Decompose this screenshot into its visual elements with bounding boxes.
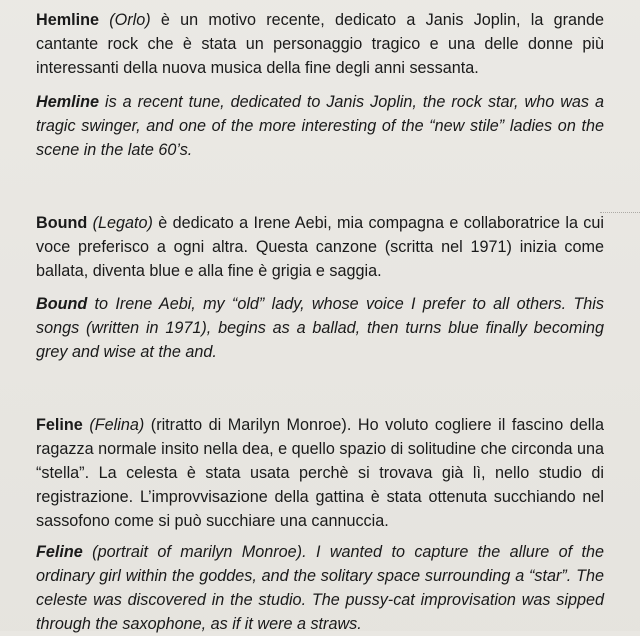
hemline-english-body: is a recent tune, dedicated to Janis Joplin, the rock star, who was a tragic swinger, and one of the more interesting of the “new stile” ladies on the scene in the late 60’s.: [36, 93, 604, 159]
bound-italian-subtitle: (Legato): [87, 214, 153, 232]
bound-english-body: to Irene Aebi, my “old” lady, whose voice I prefer to all others. This songs (written in 1971), begins as a ballad, then turns blue finally becoming grey and wise at the and.: [36, 295, 604, 361]
feline-italian-body: (ritratto di Marilyn Monroe). Ho voluto cogliere il fascino della ragazza normale insito nella dea, e quello spazio di solitudine che circonda una “stella”. La celesta è stata usata perchè si trovava già lì, nello studio di registrazione. L’improvvisazione della gattina è stata ottenuta succhiando nel sassofono come si può succhiare una cannuccia.: [36, 416, 604, 530]
bound-english-title: Bound: [36, 295, 88, 313]
feline-italian-paragraph: [36, 413, 604, 533]
feline-english-title: Feline: [36, 543, 83, 561]
feline-english-paragraph: [36, 540, 604, 636]
feline-italian-title: Feline: [36, 416, 83, 434]
page-separator: [600, 212, 640, 214]
hemline-italian-paragraph: [36, 8, 604, 80]
bound-english-paragraph: [36, 292, 604, 364]
hemline-italian-subtitle: (Orlo): [98, 11, 151, 29]
hemline-italian-title: Hemline: [36, 11, 99, 29]
bound-italian-paragraph: [36, 211, 604, 283]
bound-italian-title: Bound: [36, 214, 88, 232]
feline-english-body: (portrait of marilyn Monroe). I wanted to capture the allure of the ordinary girl within the goddes, and the solitary space surrounding a “star”. The celeste was discovered in the studio. The pussy-cat improvisation was sipped through the saxophone, as if it were a straws.: [36, 543, 604, 633]
hemline-italian-body: è un motivo recente, dedicato a Janis Joplin, la grande cantante rock che è stata un personaggio tragico e una delle donne più interessanti della nuova musica della fine degli anni sessanta.: [36, 11, 604, 77]
hemline-english-paragraph: [36, 90, 604, 162]
hemline-english-title: Hemline: [36, 93, 99, 111]
feline-italian-subtitle: (Felina): [82, 416, 145, 434]
bound-italian-body: è dedicato a Irene Aebi, mia compagna e collaboratrice la cui voce preferisco a ogni altra. Questa canzone (scritta nel 1971) inizia come ballata, diventa blue e alla fine è grigia e saggia.: [36, 214, 604, 280]
